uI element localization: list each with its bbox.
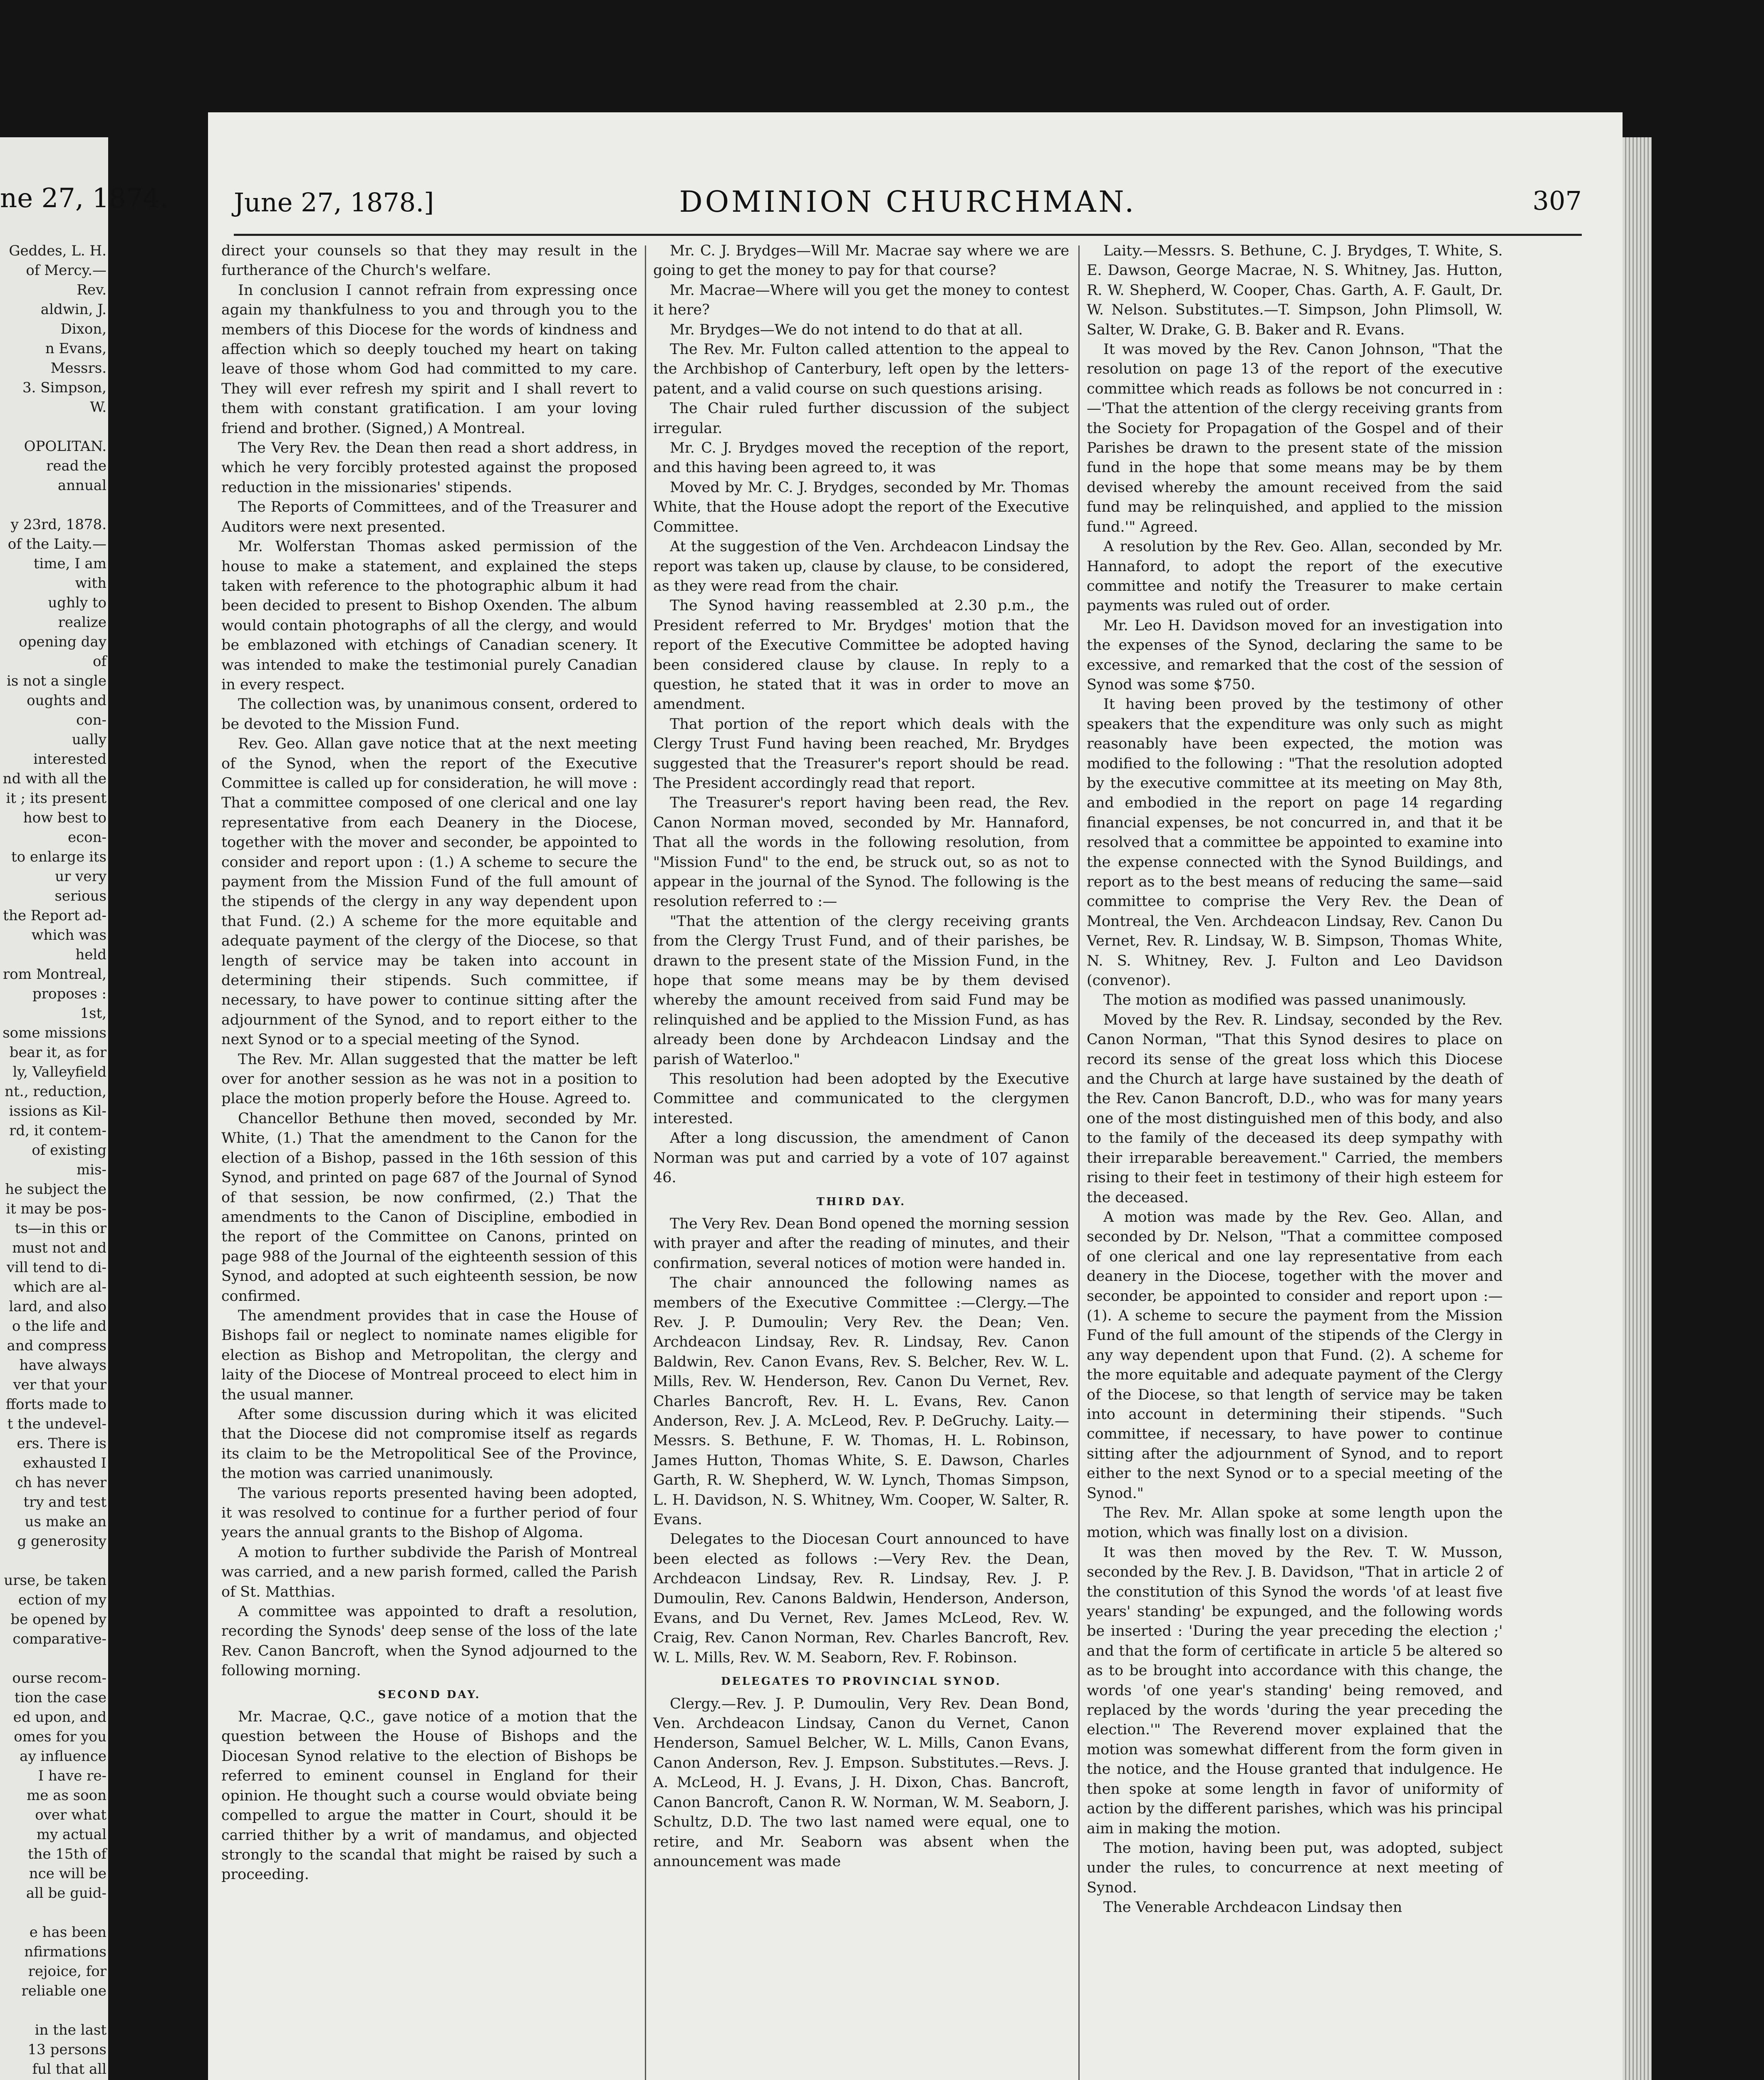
article-paragraph: The motion as modified was passed unanimously. <box>1103 992 1467 1009</box>
article-paragraph: The Rev. Mr. Allan spoke at some length upon the motion, which was finally lost on a division. <box>1087 1505 1503 1541</box>
column-3 <box>1087 241 1503 2080</box>
article-paragraph: It having been proved by the testimony of other speakers that the expenditure was only such as might reasonably have been expected, the motion was modified to the following : "That the resolution adopted by the executive committee at its meeting on May 8th, and embodied in the report on page 14 regarding financial expenses, be not concurred in, and that it be resolved that a committee be appointed to examine into the expense connected with the Synod Buildings, and report as to the best means of reducing the same—said committee to comprise the Very Rev. the Dean of Montreal, the Ven. Archdeacon Lindsay, Rev. Canon Du Vernet, Rev. R. Lindsay, W. B. Simpson, Thomas White, N. S. Whitney, Rev. J. Fulton and Leo Davidson (convenor). <box>1087 696 1503 989</box>
publication-title: DOMINION CHURCHMAN. <box>679 185 1137 219</box>
issue-date: June 27, 1878.] <box>234 187 434 218</box>
previous-page-text: Geddes, L. H. of Mercy.—Rev. aldwin, J. Dixon, n Evans, Messrs. 3. Simpson, W. OPOLITAN. read the annual y 23rd, 1878. of the Laity.— time, I am with ughly to realize opening day of is not a single oughts and con- ually interested nd with all the it ; its present how best to econ- to enlarge its ur very serious the Report ad- which was held rom Montreal, proposes : 1st, some missions bear it, as for ly, Valleyfield nt., reduction, issions as Kil- rd, it contem- of existing mis- he subject the it may be pos- ts—in this or must not and vill tend to di- which are al- lard, and also o the life and and compress have always ver that your fforts made to t the undevel- ers. There is exhausted I ch has never try and test us make an g generosity urse, be taken ection of my be opened by comparative- ourse recom- tion the case ed upon, and omes for you ay influence I have re- me as soon over what my actual the 15th of nce will be all be guid- e has been nfirmations rejoice, for reliable one in the last 13 persons ful that all <box>2 243 107 2078</box>
article-paragraph: Clergy.—Rev. J. P. Dumoulin, Very Rev. Dean Bond, Ven. Archdeacon Lindsay, Canon du Vernet, Canon Henderson, Samuel Belcher, W. L. Mills, Canon Evans, Canon Anderson, Rev. J. Empson. Substitutes.—Revs. J. A. McLeod, H. J. Evans, J. H. Dixon, Chas. Bancroft, Canon Bancroft, Canon R. W. Norman, W. M. Seaborn, J. Schultz, D.D. The two last named were equal, one to retire, and Mr. Seaborn was absent when the announcement was made <box>653 1695 1069 1870</box>
article-paragraph: The various reports presented having been adopted, it was resolved to continue for a further period of four years the annual grants to the Bishop of Algoma. <box>221 1485 637 1541</box>
article-paragraph: The Rev. Mr. Fulton called attention to the appeal to the Archbishop of Canterbury, left open by the letters-patent, and a valid course on such questions arising. <box>653 341 1069 397</box>
article-paragraph: After a long discussion, the amendment of Canon Norman was put and carried by a vote of 107 against 46. <box>653 1130 1069 1186</box>
article-paragraph: Chancellor Bethune then moved, seconded by Mr. White, (1.) That the amendment to the Canon for the election of a Bishop, passed in the 16th session of this Synod, and printed on page 687 of the Journal of Synod of that session, be now confirmed, (2.) That the amendments to the Canon of Discipline, embodied in the report of the Committee on Canons, printed on page 988 of the Journal of the eighteenth session of this Synod, and adopted at such eighteenth session, be now confirmed. <box>221 1110 637 1305</box>
article-paragraph: After some discussion during which it was elicited that the Diocese did not compromise itself as regards its claim to be the Metropolitical See of the Province, the motion was carried unanimously. <box>221 1406 637 1482</box>
article-paragraph: Mr. Brydges—We do not intend to do that at all. <box>670 321 1023 338</box>
article-paragraph: The Very Rev. Dean Bond opened the morning session with prayer and after the reading of minutes, and their confirmation, several notices of motion were handed in. <box>653 1215 1069 1272</box>
article-paragraph: Mr. C. J. Brydges moved the reception of the report, and this having been agreed to, it was <box>653 440 1069 476</box>
article-paragraph: Mr. Macrae, Q.C., gave notice of a motion that the question between the House of Bishops and the Diocesan Synod relative to the election of Bishops be referred to eminent counsel in England for their opinion. He thought such a course would obviate being compelled to argue the matter in Court, should it be carried thither by a writ of mandamus, and objected strongly to the scandal that might be raised by such a proceeding. <box>221 1709 637 1883</box>
article-paragraph: Rev. Geo. Allan gave notice that at the next meeting of the Synod, when the report of the Executive Committee is called up for consideration, he will move : That a committee composed of one clerical and one lay representative from each Deanery in the Diocese, together with the mover and seconder, be appointed to consider and report upon : (1.) A scheme to secure the payment from the Mission Fund of the full amount of the stipends of the clergy in any way dependent upon that Fund. (2.) A scheme for the more equitable and adequate payment of the clergy of the Diocese, so that length of service may be taken into account in determining their stipends. Such committee, if necessary, to have power to continue sitting after the adjournment of the Synod, and to report either to the next Synod or to a special meeting of the Synod. <box>221 735 637 1048</box>
section-heading: DELEGATES TO PROVINCIAL SYNOD. <box>721 1675 1001 1688</box>
article-paragraph: "That the attention of the clergy receiving grants from the Clergy Trust Fund, and of their parishes, be drawn to the present state of the Mission Fund, in the hope that some means may be by them devised whereby the amount received from said Fund may be relinquished and be applied to the Mission Fund, as has already been done by Archdeacon Lindsay and the parish of Waterloo." <box>653 913 1069 1068</box>
article-paragraph: Moved by the Rev. R. Lindsay, seconded by the Rev. Canon Norman, "That this Synod desires to place on record its sense of the great loss which this Diocese and the Church at large have sustained by the death of the Rev. Canon Bancroft, D.D., who was for many years one of the most distinguished men of this body, and also to the family of the deceased its deep sympathy with their irreparable bereavement." Carried, the members rising to their feet in testimony of their high esteem for the deceased. <box>1087 1011 1503 1206</box>
previous-page-date: ne 27, 1874. <box>0 183 168 214</box>
book-page-edges <box>1623 137 1652 2080</box>
article-paragraph: A motion was made by the Rev. Geo. Allan, and seconded by Dr. Nelson, "That a committee composed of one clerical and one lay representative from each deanery in the Diocese, together with the mover and seconder, be appointed to consider and report upon :—(1). A scheme to secure the payment from the Mission Fund of the full amount of the stipends of the Clergy in any way dependent upon that Fund. (2). A scheme for the more equitable and adequate payment of the Clergy of the Diocese, so that length of service may be taken into account in determining their stipends. "Such committee, if necessary, to have power to continue sitting after the adjournment of Synod, and to report either to the next Synod or to a special meeting of the Synod." <box>1087 1208 1503 1502</box>
article-paragraph: The Reports of Committees, and of the Treasurer and Auditors were next presented. <box>221 499 637 535</box>
article-paragraph: Mr. Wolferstan Thomas asked permission of the house to make a statement, and explained the steps taken with reference to the photographic album it had been decided to present to Bishop Oxenden. The album would contain photographs of all the clergy, and would be emblazoned with etchings of Canadian scenery. It was intended to make the testimonial purely Canadian in every respect. <box>221 538 637 693</box>
newspaper-page <box>208 112 1623 2080</box>
column-1 <box>221 241 637 2080</box>
article-paragraph: It was moved by the Rev. Canon Johnson, "That the resolution on page 13 of the report of the executive committee which reads as follows be not concurred in :—'That the attention of the clergy receiving grants from the Society for Propagation of the Gospel and of their Parishes be drawn to the present state of the mission fund in the hope that some means may be by them devised whereby the amount received from the said fund may be relinquished, and applied to the mission fund.'" Agreed. <box>1087 341 1503 535</box>
column-2 <box>653 241 1069 2080</box>
article-paragraph: A resolution by the Rev. Geo. Allan, seconded by Mr. Hannaford, to adopt the report of the executive committee and notify the Treasurer to make certain payments was ruled out of order. <box>1087 538 1503 614</box>
article-paragraph: It was then moved by the Rev. T. W. Musson, seconded by the Rev. J. B. Davidson, "That in article 2 of the constitution of this Synod the words 'of at least five years' standing' be expunged, and the following words be inserted : 'During the year preceding the election ;' and that the form of certificate in article 5 be altered so as to be brought into accordance with this change, the words 'of one year's standing' being removed, and replaced by the words 'during the year preceding the election.'" The Reverend mover explained that the motion was somewhat different from the form given in the notice, and the House granted that indulgence. He then spoke at some length in favor of uniformity of action by the different parishes, which was his principal aim in making the motion. <box>1087 1544 1503 1837</box>
article-paragraph: A committee was appointed to draft a resolution, recording the Synods' deep sense of the loss of the late Rev. Canon Bancroft, when the Synod adjourned to the following morning. <box>221 1603 637 1679</box>
previous-page-fragment <box>0 137 168 2080</box>
article-paragraph: Mr. Leo H. Davidson moved for an investigation into the expenses of the Synod, declaring the same to be excessive, and remarked that the cost of the session of Synod was some $750. <box>1087 617 1503 693</box>
article-paragraph: In conclusion I cannot refrain from expressing once again my thankfulness to you and through you to the members of this Diocese for the words of kindness and affection which so deeply touched my heart on taking leave of those whom God had committed to my care. They will ever refresh my spirit and I shall revert to them with constant gratification. I am your loving friend and brother. (Signed,) A Montreal. <box>221 282 637 437</box>
article-paragraph: Mr. Macrae—Where will you get the money to contest it here? <box>653 282 1069 319</box>
article-paragraph: This resolution had been adopted by the Executive Committee and communicated to the clergymen interested. <box>653 1071 1069 1127</box>
article-paragraph: The amendment provides that in case the House of Bishops fail or neglect to nominate names eligible for election as Bishop and Metropolitan, the clergy and laity of the Diocese of Montreal proceed to elect him in the usual manner. <box>221 1307 637 1403</box>
article-paragraph: The Venerable Archdeacon Lindsay then <box>1103 1899 1402 1916</box>
article-paragraph: The Very Rev. the Dean then read a short address, in which he very forcibly protested against the proposed reduction in the missionaries' stipends. <box>221 440 637 496</box>
article-paragraph: direct your counsels so that they may result in the furtherance of the Church's welfare. <box>221 243 637 279</box>
column-divider <box>645 245 646 2080</box>
article-paragraph: A motion to further subdivide the Parish of Montreal was carried, and a new parish formed, called the Parish of St. Matthias. <box>221 1544 637 1600</box>
article-paragraph: At the suggestion of the Ven. Archdeacon Lindsay the report was taken up, clause by clause, to be considered, as they were read from the chair. <box>653 538 1069 594</box>
article-paragraph: Moved by Mr. C. J. Brydges, seconded by Mr. Thomas White, that the House adopt the report of the Executive Committee. <box>653 479 1069 535</box>
section-heading: SECOND DAY. <box>378 1688 481 1701</box>
section-heading: THIRD DAY. <box>816 1195 906 1208</box>
page-number: 307 <box>1532 186 1582 216</box>
article-paragraph: The Synod having reassembled at 2.30 p.m., the President referred to Mr. Brydges' motion that the report of the Executive Committee be adopted having been considered clause by clause. In reply to a question, he stated that it was in order to move an amendment. <box>653 597 1069 713</box>
header-rule <box>234 234 1582 236</box>
article-paragraph: Laity.—Messrs. S. Bethune, C. J. Brydges, T. White, S. E. Dawson, George Macrae, N. S. Whitney, Jas. Hutton, R. W. Shepherd, W. Cooper, Chas. Garth, A. F. Gault, Dr. W. Nelson. Substitutes.—T. Simpson, John Plimsoll, W. Salter, W. Drake, G. B. Baker and R. Evans. <box>1087 243 1503 338</box>
page-header <box>234 179 1582 225</box>
article-paragraph: The Treasurer's report having been read, the Rev. Canon Norman moved, seconded by Mr. Hannaford, That all the words in the following resolution, from "Mission Fund" to the end, be struck out, so as not to appear in the journal of the Synod. The following is the resolution referred to :— <box>653 795 1069 910</box>
article-paragraph: The collection was, by unanimous consent, ordered to be devoted to the Mission Fund. <box>221 696 637 733</box>
article-paragraph: The motion, having been put, was adopted, subject under the rules, to concurrence at next meeting of Synod. <box>1087 1840 1503 1896</box>
article-paragraph: Mr. C. J. Brydges—Will Mr. Macrae say where we are going to get the money to pay for that course? <box>653 243 1069 279</box>
article-paragraph: That portion of the report which deals with the Clergy Trust Fund having been reached, Mr. Brydges suggested that the Treasurer's report should be read. The President accordingly read that report. <box>653 716 1069 792</box>
article-paragraph: The chair announced the following names as members of the Executive Committee :—Clergy.—The Rev. J. P. Dumoulin; Very Rev. the Dean; Ven. Archdeacon Lindsay, Rev. R. Lindsay, Rev. Canon Baldwin, Rev. Canon Evans, Rev. S. Belcher, Rev. W. L. Mills, Rev. W. Henderson, Rev. Canon Du Vernet, Rev. Charles Bancroft, Rev. H. L. Evans, Rev. Canon Anderson, Rev. J. A. McLeod, Rev. P. DeGruchy. Laity.—Messrs. S. Bethune, F. W. Thomas, H. L. Robinson, James Hutton, Thomas White, S. E. Dawson, Charles Garth, R. W. Shepherd, W. W. Lynch, Thomas Simpson, L. H. Davidson, N. S. Whitney, Wm. Cooper, W. Salter, R. Evans. <box>653 1275 1069 1528</box>
article-paragraph: Delegates to the Diocesan Court announced to have been elected as follows :—Very Rev. the Dean, Archdeacon Lindsay, Rev. R. Lindsay, Rev. J. P. Dumoulin, Rev. Canons Baldwin, Henderson, Anderson, Evans, and Du Vernet, Rev. James McLeod, Rev. W. Craig, Rev. Canon Norman, Rev. Charles Bancroft, Rev. W. L. Mills, Rev. W. M. Seaborn, Rev. F. Robinson. <box>653 1531 1069 1666</box>
column-divider <box>1078 245 1080 2080</box>
article-paragraph: The Rev. Mr. Allan suggested that the matter be left over for another session as he was not in a position to place the motion properly before the House. Agreed to. <box>221 1051 637 1107</box>
article-paragraph: The Chair ruled further discussion of the subject irregular. <box>653 400 1069 437</box>
